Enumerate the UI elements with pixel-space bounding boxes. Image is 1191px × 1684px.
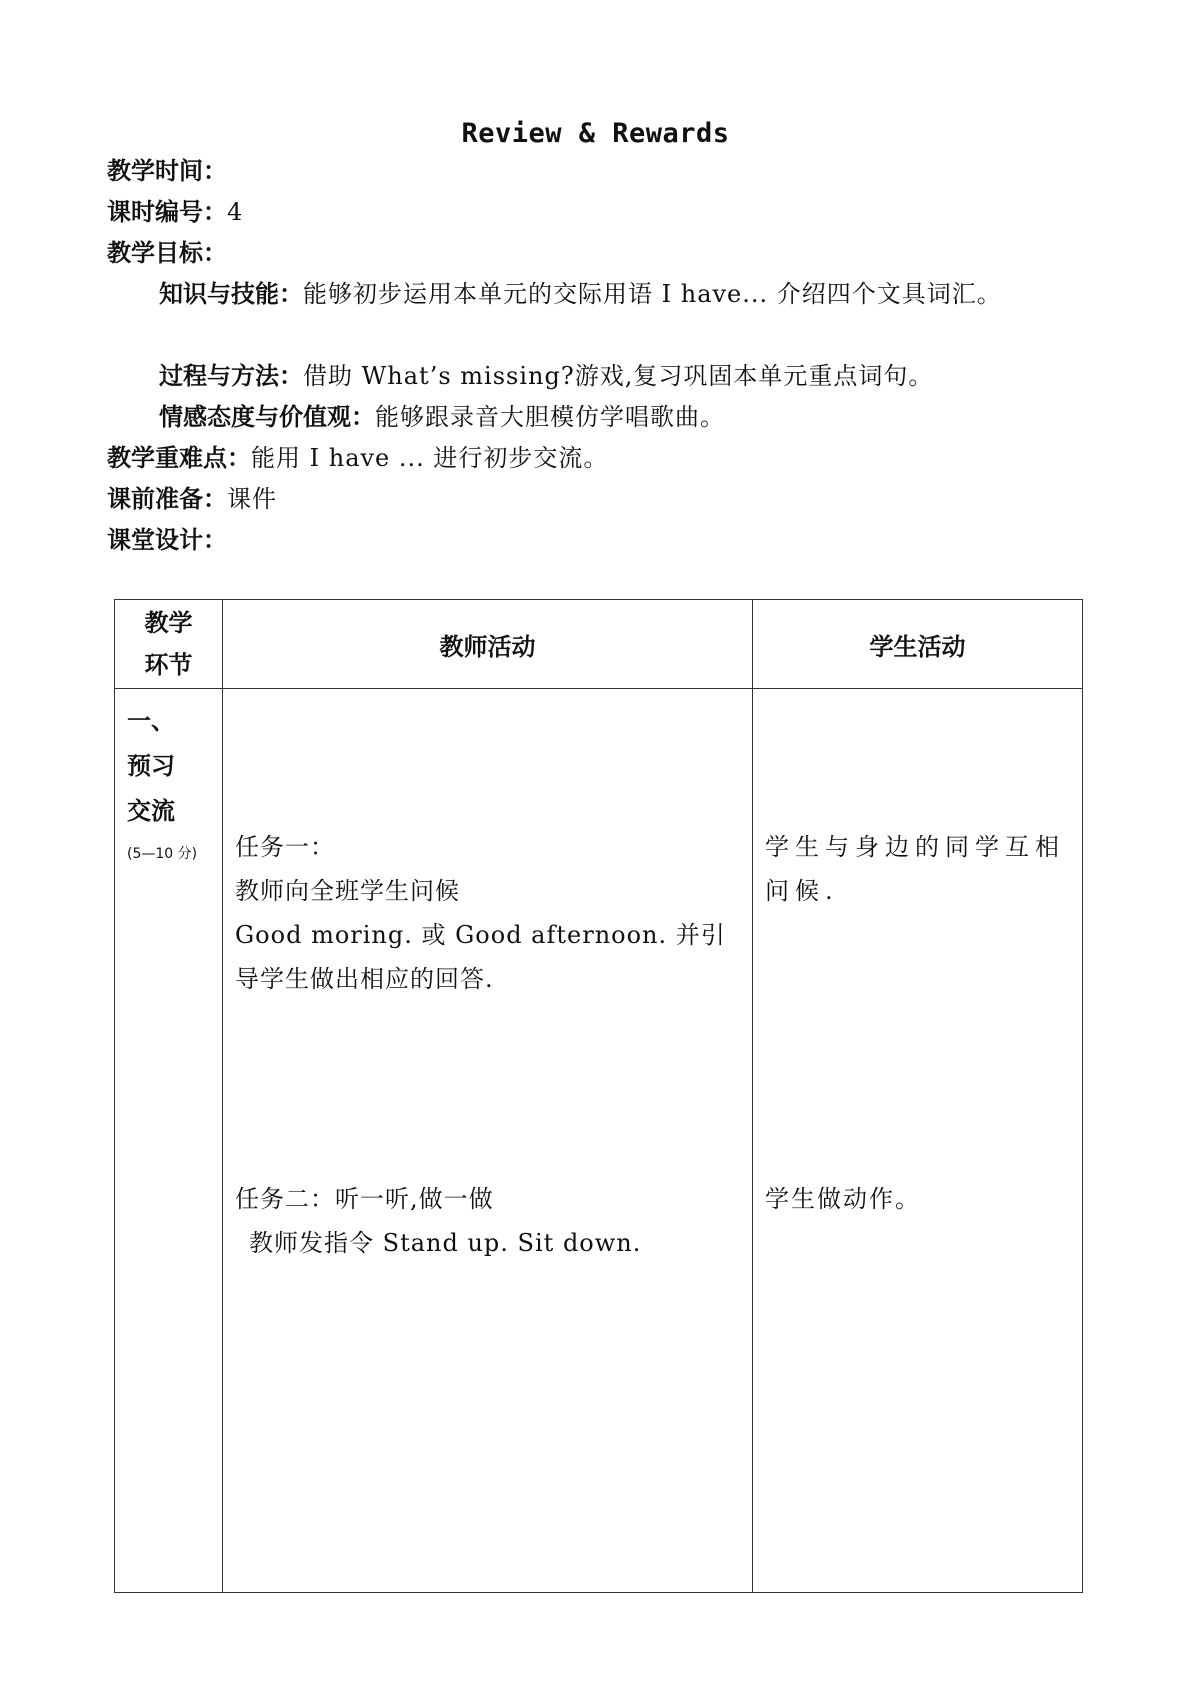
teaching-time-label: 教学时间： <box>107 157 227 185</box>
process-text: 借助 What’s missing?游戏,复习巩固本单元重点词句。 <box>303 362 934 390</box>
design-line <box>107 525 227 555</box>
task1-title: 任务一： <box>235 833 335 861</box>
design-label: 课堂设计： <box>107 526 227 554</box>
task2-student-activity: 学生做动作。 <box>765 1185 921 1213</box>
key-points-label: 教学重难点： <box>107 444 251 472</box>
stage-name-line1: 一、 <box>127 707 175 735</box>
emotion-label: 情感态度与价值观： <box>159 403 375 431</box>
document-title: Review & Rewards <box>461 118 730 149</box>
knowledge-text: 能够初步运用本单元的交际用语 I have... 介绍四个文具词汇。 <box>303 280 1002 308</box>
knowledge-line <box>107 272 1007 316</box>
preparation-text: 课件 <box>227 485 277 513</box>
stage-name-line3: 交流 <box>127 797 175 825</box>
student-activity-cell <box>753 689 1083 1593</box>
task2-title: 任务二：听一听,做一做 <box>235 1185 494 1213</box>
process-label: 过程与方法： <box>159 362 303 390</box>
lesson-number-value: 4 <box>227 198 244 226</box>
header-stage-line1: 教学 <box>144 609 193 637</box>
stage-cell <box>115 689 223 1593</box>
table-header-row <box>115 600 1083 689</box>
header-teacher-activity: 教师活动 <box>223 600 753 689</box>
stage-name-line2: 预习 <box>127 752 175 780</box>
lesson-number-label: 课时编号： <box>107 198 227 226</box>
preparation-label: 课前准备： <box>107 485 227 513</box>
lesson-design-table <box>114 599 1083 1593</box>
process-line <box>159 361 933 391</box>
header-stage <box>115 600 223 689</box>
task1-line2: Good moring. 或 Good afternoon. 并引导学生做出相应的回答. <box>235 921 726 993</box>
knowledge-label: 知识与技能： <box>159 280 303 308</box>
lesson-number-line <box>107 197 243 227</box>
key-points-line <box>107 443 608 473</box>
emotion-line <box>159 402 725 432</box>
teacher-activity-cell <box>223 689 753 1593</box>
table-row <box>115 689 1083 1593</box>
task1-line1: 教师向全班学生问候 <box>235 877 460 905</box>
header-student-activity: 学生活动 <box>753 600 1083 689</box>
preparation-line <box>107 484 277 514</box>
task1-student-activity: 学生与身边的同学互相问候. <box>765 833 1065 905</box>
header-stage-line2: 环节 <box>144 651 193 679</box>
objectives-label: 教学目标： <box>107 239 227 267</box>
key-points-text: 能用 I have ... 进行初步交流。 <box>251 444 609 472</box>
teaching-time-line <box>107 156 227 186</box>
emotion-text: 能够跟录音大胆模仿学唱歌曲。 <box>375 403 725 431</box>
stage-duration: (5—10 分) <box>127 846 198 862</box>
task2-line1: 教师发指令 Stand up. Sit down. <box>249 1229 642 1257</box>
objectives-line <box>107 238 227 268</box>
